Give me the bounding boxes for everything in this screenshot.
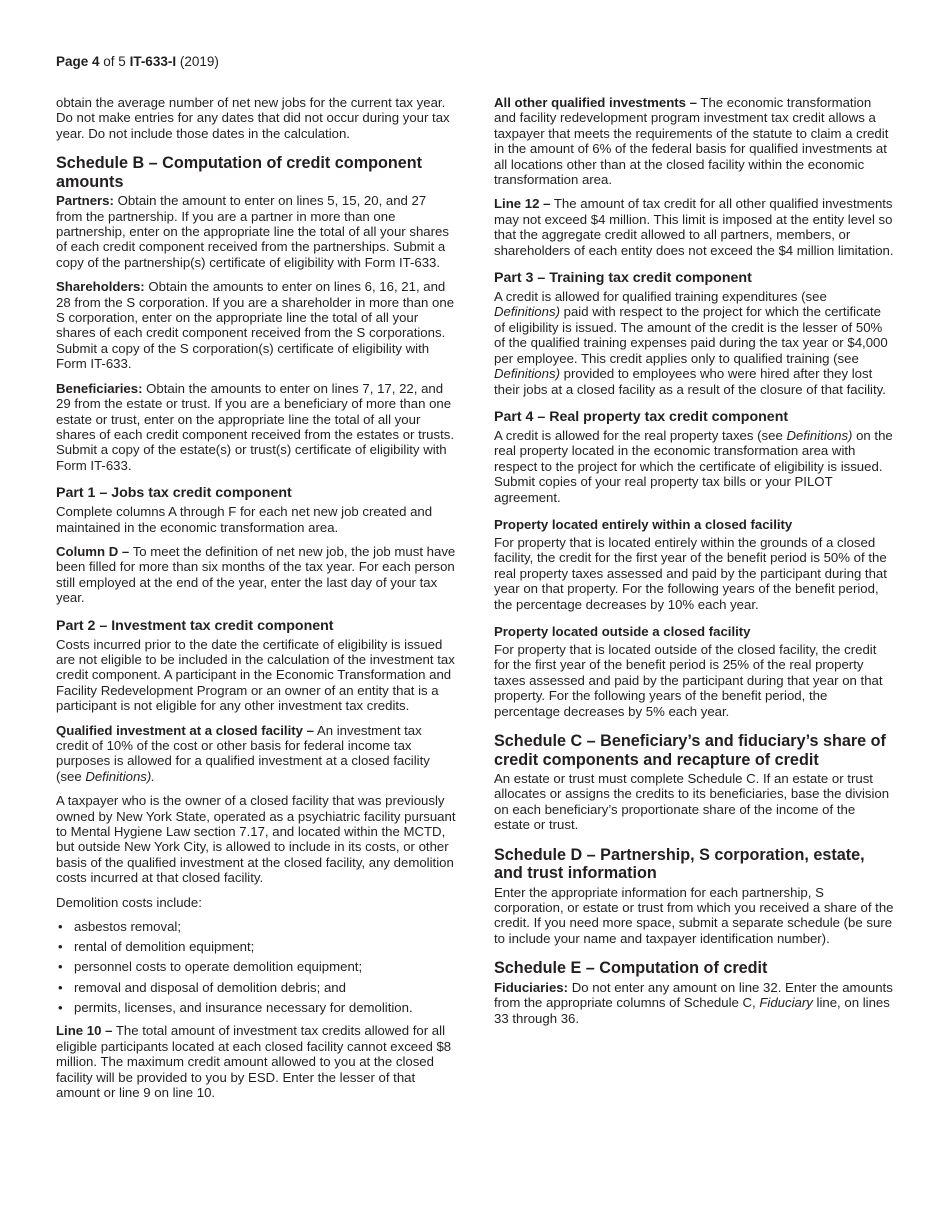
definitions-ref: Definitions) [786,427,853,443]
part3-text-1: A credit is allowed for qualified training expenditures (see [494,289,827,305]
part2-title: Part 2 – Investment tax credit component [56,617,334,634]
list-item: • permits, licenses, and insurance necessary for demolition. [56,1000,456,1015]
fiduciaries-text: Do not enter any amount on line 32. Enter the amounts from the appropriate columns of Schedule C, [494,979,893,1011]
right-column [494,95,894,1035]
schedule-e-title: Schedule E – Computation of credit [494,959,768,978]
part2-paragraph: Costs incurred prior to the date the certificate of eligibility is issued are not eligible to be included in the calculation of the investment tax credit component. A participant in the Economic Transformation and Facility Redevelopment Program or an owner of an entity that is a participant is not eligible for any other investment tax credits. [56,636,455,714]
part4-title: Part 4 – Real property tax credit component [494,408,789,425]
part1-paragraph: Complete columns A through F for each net new job created and maintained in the economic transformation area. [56,504,433,535]
part3-text-2: paid with respect to the project for which the certificate of eligibility is issued. The amount of the credit is the lesser of 50% of the qualified training expenses paid during the tax year or $4,000 per employee. This credit applies only to qualified training (see [494,304,888,366]
line12-text: The amount of tax credit for all other qualified investments may not exceed $4 million. This limit is imposed at the entity level so that the aggregate credit allowed to all partners, members, or shareholders of each entity does not exceed the $4 million limitation. [494,196,894,258]
line10-paragraph [56,1023,456,1100]
line12-label: Line 12 – [494,196,551,212]
line12-paragraph [494,196,894,258]
property-outside-paragraph: For property that is located outside of the closed facility, the credit for the first year of the benefit period is 25% of the real property taxes assessed and paid by the participant during that year on that property. For the following years of the benefit period, the percentage decreases by 5% each year. [494,641,883,719]
beneficiaries-text: Obtain the amounts to enter on lines 7, 17, 22, and 29 from the estate or trust. If you are a beneficiary of more than one estate or trust, enter on the appropriate line the total of all your shares of each credit component received from the estates or trusts. Submit a copy of the estate(s) or trust(s) certificate of eligibility with Form IT-633. [56,380,455,473]
shareholders-text: Obtain the amounts to enter on lines 6, 16, 21, and 28 from the S corporation. If you are a shareholder in more than one S corporation, enter on the appropriate line the total of all your shares of each credit component received from the S corporations. Submit a copy of the S corporation(s) certificate of eligibility with Form IT-633. [56,279,455,372]
shareholders-paragraph [56,279,456,371]
schedule-d-title: Schedule D – Partnership, S corporation, estate, and trust information [494,845,865,883]
column-d-paragraph [56,544,456,606]
property-outside-title: Property located outside a closed facility [494,623,751,639]
definitions-ref: Definitions) [494,304,560,320]
fiduciaries-label: Fiduciaries: [494,979,569,995]
beneficiaries-label: Beneficiaries: [56,380,143,396]
qualified-investment-text: An investment tax credit of 10% of the cost or other basis for federal income tax purposes is allowed for a qualified investment at a closed facility (see [56,722,430,784]
demolition-intro: Demolition costs include: [56,894,202,910]
property-within-title: Property located entirely within a closed facility [494,516,793,532]
fiduciaries-text-2: line, on lines 33 through 36. [494,995,890,1026]
schedule-c-title: Schedule C – Beneficiary’s and fiduciary’s share of credit components and recapture of credit [494,732,886,769]
part3-paragraph [494,289,894,397]
page-number: Page 4 [56,54,100,69]
partners-label: Partners: [56,193,114,209]
schedule-d-paragraph: Enter the appropriate information for each partnership, S corporation, or estate or trust from which you received a share of the credit. If you need more space, submit a separate schedule (be sure to include your name and taxpayer identification number). [494,884,894,946]
list-item: • removal and disposal of demolition debris; and [56,980,456,995]
definitions-ref: Definitions). [85,768,155,784]
form-year: (2019) [176,54,219,69]
other-investments-paragraph [494,95,894,187]
part4-text-2: on the real property located in the economic transformation area with respect to the project for which the certificate of eligibility is issued. Submit copies of your real property tax bills or your PILOT agreement. [494,427,893,505]
page-header [56,54,219,69]
schedule-c-paragraph: An estate or trust must complete Schedule C. If an estate or trust allocates or assigns the credits to its beneficiaries, base the division on each beneficiary’s proportionate share of the income of the estate or trust. [494,771,890,833]
intro-paragraph: obtain the average number of net new jobs for the current tax year. Do not make entries for any dates that did not occur during your tax year. Do not include those dates in the calculation. [56,95,450,141]
line10-text: The total amount of investment tax credits allowed for all eligible participants located at each closed facility cannot exceed $8 million. The maximum credit amount allowed to you at the closed facility will be provided to you by ESD. Enter the lesser of that amount or line 9 on line 10. [56,1023,452,1100]
partners-text: Obtain the amount to enter on lines 5, 15, 20, and 27 from the partnership. If you are a partner in more than one partnership, enter on the appropriate line the total of all your shares of each credit component received from the partnerships. Submit a copy of the partnership(s) certificate of eligibility with Form IT-633. [56,193,449,270]
column-d-label: Column D – [56,543,130,559]
list-item: • asbestos removal; [56,919,456,934]
column-d-text: To meet the definition of net new job, the job must have been filled for more than six months of the tax year. For each person still employed at the end of the year, enter the last day of your tax year. [56,543,456,606]
other-investments-label: All other qualified investments – [494,95,697,110]
beneficiaries-paragraph [56,381,456,473]
part3-title: Part 3 – Training tax credit component [494,270,752,287]
shareholders-label: Shareholders: [56,279,145,295]
property-within-paragraph: For property that is located entirely within the grounds of a closed facility, the credit for the first year of the benefit period is 50% of the real property taxes assessed and paid by the participant during that year on that property. For the following years of the benefit period, the percentage decreases by 10% each year. [494,534,887,612]
definitions-ref: Definitions) [494,366,560,382]
left-column [56,95,456,1109]
list-item: • personnel costs to operate demolition equipment; [56,959,456,974]
form-id: IT-633-I [129,54,177,69]
qualified-investment-paragraph [56,723,456,785]
demolition-list [56,919,456,1015]
line10-label: Line 10 – [56,1023,113,1039]
taxpayer-paragraph: A taxpayer who is the owner of a closed facility that was previously owned by New York State, operated as a psychiatric facility pursuant to Mental Hygiene Law section 7.17, and located within the MCTD, but outside New York City, is allowed to include in its costs, or other basis of the qualified investment at the closed facility, any demolition costs incurred at that closed facility. [56,793,456,886]
part4-paragraph [494,428,894,505]
other-investments-text: The economic transformation and facility redevelopment program investment tax credit allows a taxpayer that meets the requirements of the statute to claim a credit in the amount of 6% of the federal basis for qualified investments at all locations other than at the closed facility within the economic transformation area. [494,95,889,188]
fiduciaries-paragraph [494,980,894,1026]
fiduciary-ref: Fiduciary [759,995,813,1011]
part4-text-1: A credit is allowed for the real property taxes (see [494,427,787,443]
partners-paragraph [56,193,456,270]
part1-title: Part 1 – Jobs tax credit component [56,485,292,502]
list-item: • rental of demolition equipment; [56,939,456,954]
schedule-b-title: Schedule B – Computation of credit component amounts [56,154,423,191]
page-of: of 5 [99,54,130,69]
part3-text-3: provided to employees who were hired after they lost their jobs at a closed facility as a result of the closure of that facility. [494,366,886,397]
qualified-investment-label: Qualified investment at a closed facility – [56,722,314,738]
